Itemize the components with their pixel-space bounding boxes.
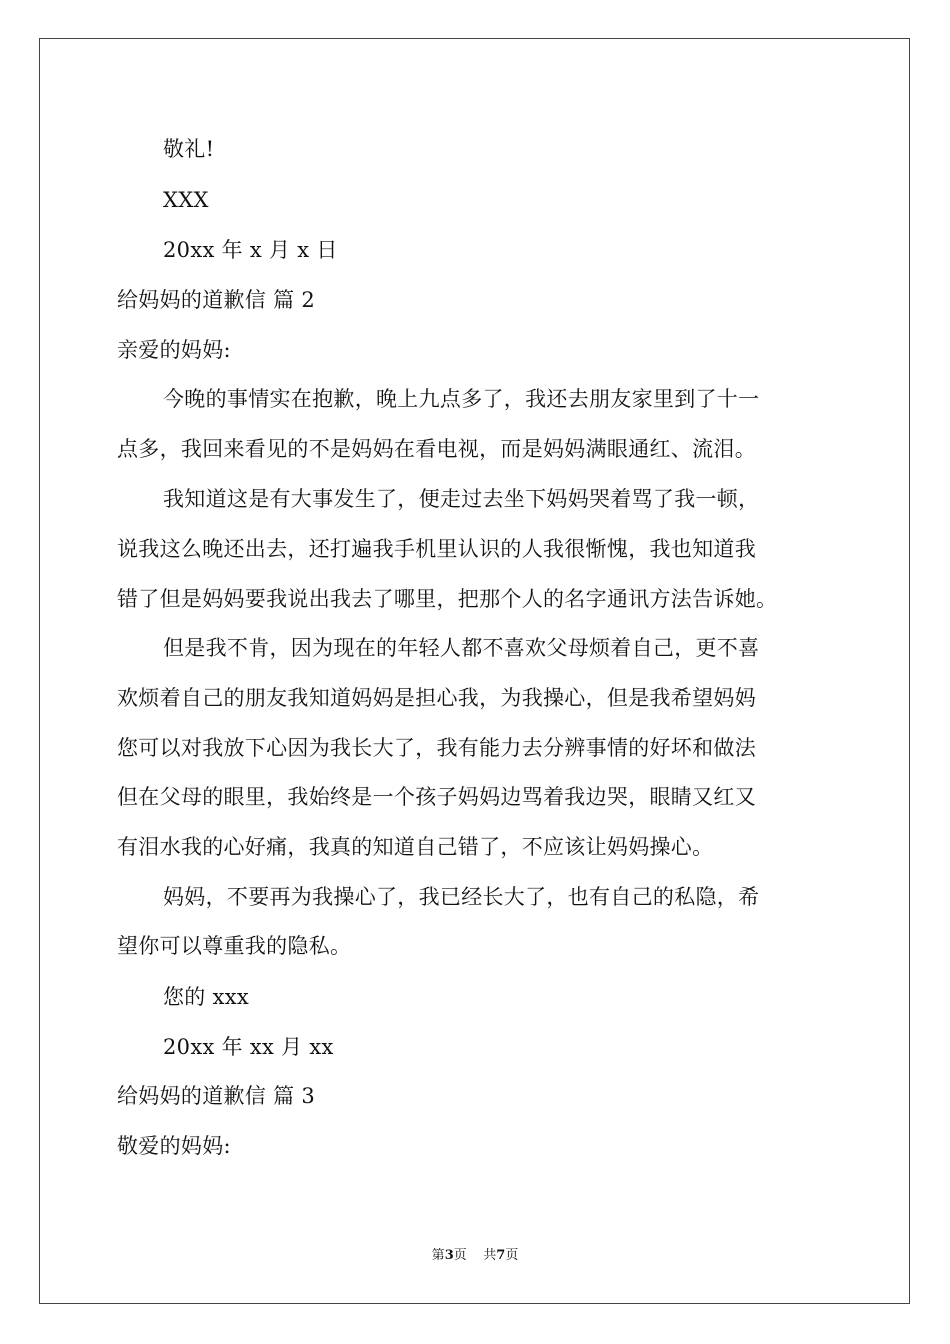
section-heading-3: 给妈妈的道歉信 篇 3 bbox=[117, 1084, 316, 1108]
closing-date: 20xx 年 x 月 x 日 bbox=[163, 238, 338, 262]
body-line: 说我这么晚还出去，还打遍我手机里认识的人我很惭愧，我也知道我 bbox=[117, 537, 756, 561]
body-line: 今晚的事情实在抱歉，晚上九点多了，我还去朋友家里到了十一 bbox=[163, 387, 760, 411]
date-2: 20xx 年 xx 月 xx bbox=[163, 1035, 334, 1059]
section-heading-2: 给妈妈的道歉信 篇 2 bbox=[117, 288, 316, 312]
body-line: 有泪水我的心好痛，我真的知道自己错了，不应该让妈妈操心。 bbox=[117, 835, 714, 859]
body-line: 点多，我回来看见的不是妈妈在看电视，而是妈妈满眼通红、流泪。 bbox=[117, 437, 756, 461]
body-line: 望你可以尊重我的隐私。 bbox=[117, 934, 352, 958]
footer-page-current: 3 bbox=[444, 1248, 454, 1263]
body-line: 欢烦着自己的朋友我知道妈妈是担心我，为我操心，但是我希望妈妈 bbox=[117, 686, 756, 710]
body-line: 您可以对我放下心因为我长大了，我有能力去分辨事情的好坏和做法 bbox=[117, 736, 756, 760]
body-line: 妈妈，不要再为我操心了，我已经长大了，也有自己的私隐，希 bbox=[163, 885, 760, 909]
footer-page-total: 7 bbox=[496, 1248, 506, 1263]
footer-page-prefix: 第 bbox=[431, 1248, 445, 1263]
body-line: 但是我不肯，因为现在的年轻人都不喜欢父母烦着自己，更不喜 bbox=[163, 636, 760, 660]
closing-signature: XXX bbox=[163, 188, 209, 212]
page-footer bbox=[0, 1247, 950, 1265]
signature-2: 您的 xxx bbox=[163, 985, 250, 1009]
body-line: 我知道这是有大事发生了，便走过去坐下妈妈哭着骂了我一顿， bbox=[163, 487, 760, 511]
closing-salute: 敬礼! bbox=[163, 137, 215, 161]
body-line: 但在父母的眼里，我始终是一个孩子妈妈边骂着我边哭，眼睛又红又 bbox=[117, 785, 756, 809]
footer-page-mid: 页 共 bbox=[453, 1248, 497, 1263]
greeting-2: 亲爱的妈妈: bbox=[117, 338, 231, 362]
greeting-3: 敬爱的妈妈: bbox=[117, 1134, 231, 1158]
footer-page-suffix: 页 bbox=[505, 1248, 519, 1263]
page-border bbox=[39, 38, 910, 1304]
body-line: 错了但是妈妈要我说出我去了哪里，把那个人的名字通讯方法告诉她。 bbox=[117, 587, 778, 611]
